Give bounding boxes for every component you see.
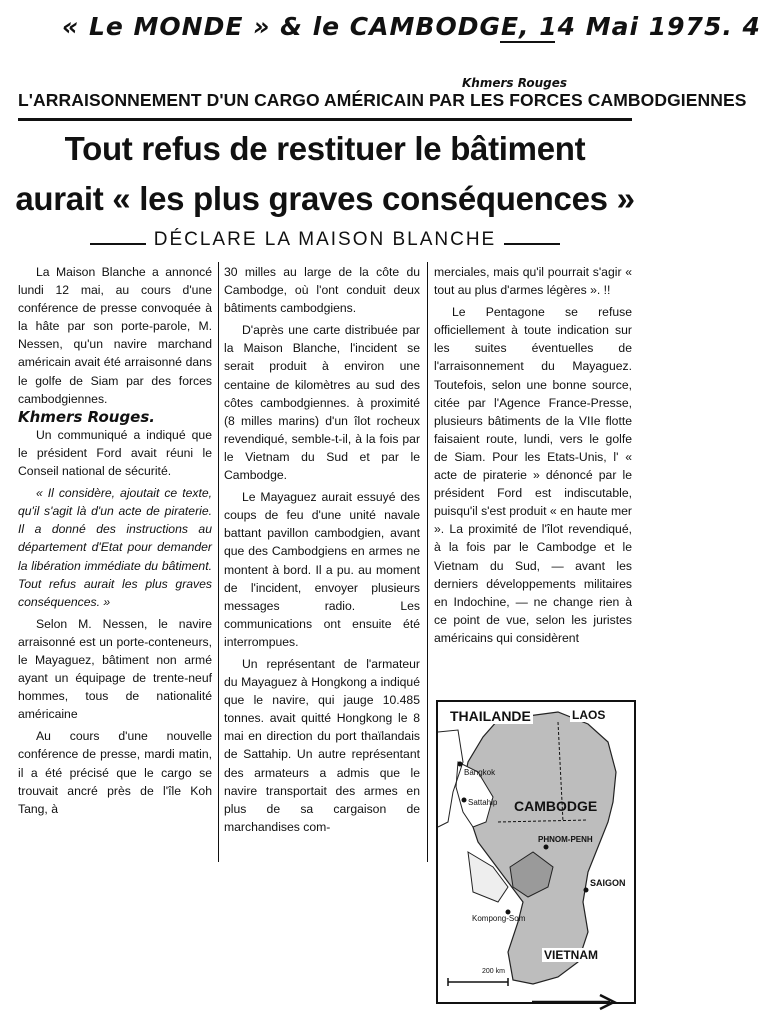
headline-line-2: aurait « les plus graves conséquences »	[15, 180, 635, 217]
map-label-kompong-som: Kompong-Som	[472, 914, 526, 923]
map-scale-label: 200 km	[482, 968, 505, 975]
headline-line-1: Tout refus de restituer le bâtiment	[64, 130, 586, 167]
annotation-underline	[500, 41, 555, 43]
col1-paragraph-4: Selon M. Nessen, le navire arraisonné est un porte-conteneurs, le Mayaguez, bâtiment non armé ayant un équipage de trente-neuf hommes, tous de nationalité américaine	[18, 616, 212, 722]
column-divider-2	[427, 262, 428, 862]
col2-paragraph-1: D'après une carte distribuée par la Maison Blanche, l'incident se serait produit à environ une centaine de kilomètres au sud des côtes cambodgiennes. à proximité (8 milles marins) d'un îlot rocheux revendiqué, semble-t-il, à la fois par le Vietnam du Sud et par le Cambodge.	[224, 323, 420, 483]
col1-margin-note: Khmers Rouges.	[18, 407, 155, 426]
column-3	[434, 263, 632, 647]
col3-paragraph-0: merciales, mais qu'il pourrait s'agir « tout au plus d'armes légères ». !!	[434, 265, 632, 298]
map-label-sattahip: Sattahip	[468, 798, 498, 807]
map-label-cambodge: CAMBODGE	[514, 798, 598, 814]
col2-paragraph-2: Le Mayaguez aurait essuyé des coups de feu d'une unité navale battant pavillon cambodgien, avant que des Cambodgiens en armes ne montent à bord. Il a pu. au moment de l'incident, envoyer plusieurs messages radio. Les communications ont ensuite été interrompues.	[224, 490, 420, 649]
handwritten-annotation: « Le MONDE » & le CAMBODGE, 14 Mai 1975. 4	[62, 12, 761, 41]
kicker-handwritten-note: Khmers Rouges	[462, 76, 568, 90]
map-label-bangkok: Bangkok	[464, 768, 496, 777]
col1-paragraph-2: Un communiqué a indiqué que le président Ford avait réuni le Conseil national de sécurité.	[18, 427, 212, 479]
col3-paragraph-1: Le Pentagone se refuse officiellement à toute indication sur les suites éventuelles de l'arraisonnement du Mayaguez. Toutefois, selon une bonne source, citée par l'Agence France-Presse, plusieurs bâtiments de la VIIe flotte faisaient route, lundi, vers le golfe de Siam. Pour les Etats-Unis, l' « acte de piraterie » dénoncé par le président Ford est indiscutable, puisqu'il s'est produit « en haute mer ». La proximité de l'îlot revendiqué, à la fois par le Cambodge et le Vietnam du Sud, — avant les derniers développements militaires en Indochine, — ne change rien à ce point de vue, selon les juristes américains qui considèrent	[434, 305, 632, 645]
column-1	[18, 263, 212, 818]
map-figure	[436, 700, 636, 1004]
col1-paragraph-3: « Il considère, ajoutait ce texte, qu'il s'agit là d'un acte de piraterie. Il a donné des instructions au département d'Etat pour demander la libération immédiate du bâtiment. Tout refus aurait les plus graves conséquences. »	[18, 486, 212, 609]
kicker-rule	[18, 118, 632, 121]
column-2	[224, 263, 420, 836]
map-label-phnom-penh: PHNOM-PENH	[538, 835, 593, 844]
column-divider-1	[218, 262, 219, 862]
col2-paragraph-0: 30 milles au large de la côte du Cambodge, où l'ont conduit deux bâtiments cambodgiens.	[224, 265, 420, 316]
map-label-laos: LAOS	[572, 708, 606, 722]
subhead	[0, 229, 650, 251]
col1-paragraph-1: La Maison Blanche a annoncé lundi 12 mai, au cours d'une conférence de presse convoquée à la hâte par son porte-parole, M. Nessen, qu'un navire marchand américain avait été arraisonné dans le golfe de Siam par des forces cambodgiennes.	[18, 265, 212, 406]
continuation-arrow-icon	[530, 992, 620, 1012]
map-label-thailande: THAILANDE	[450, 708, 531, 724]
col2-paragraph-3: Un représentant de l'armateur du Mayaguez à Hongkong a indiqué que le navire, qui jauge 10.485 tonnes. avait quitté Hongkong le 8 mai en direction du port thaïlandais de Sattahip. Un autre représentant des armateurs a admis que le navire transportait des armes en plus de sa cargaison de marchandises com-	[224, 656, 420, 834]
map-drawing	[438, 702, 634, 1002]
map-label-saigon: SAIGON	[590, 878, 626, 888]
subhead-text: DÉCLARE LA MAISON BLANCHE	[146, 229, 504, 250]
article-kicker: L'ARRAISONNEMENT D'UN CARGO AMÉRICAIN PAR LES FORCES CAMBODGIENNES	[18, 90, 747, 110]
col1-paragraph-5: Au cours d'une nouvelle conférence de presse, mardi matin, il a été précisé que le cargo se trouvait ancré près de l'île Koh Tang, à	[18, 729, 212, 816]
map-label-vietnam: VIETNAM	[544, 948, 598, 962]
